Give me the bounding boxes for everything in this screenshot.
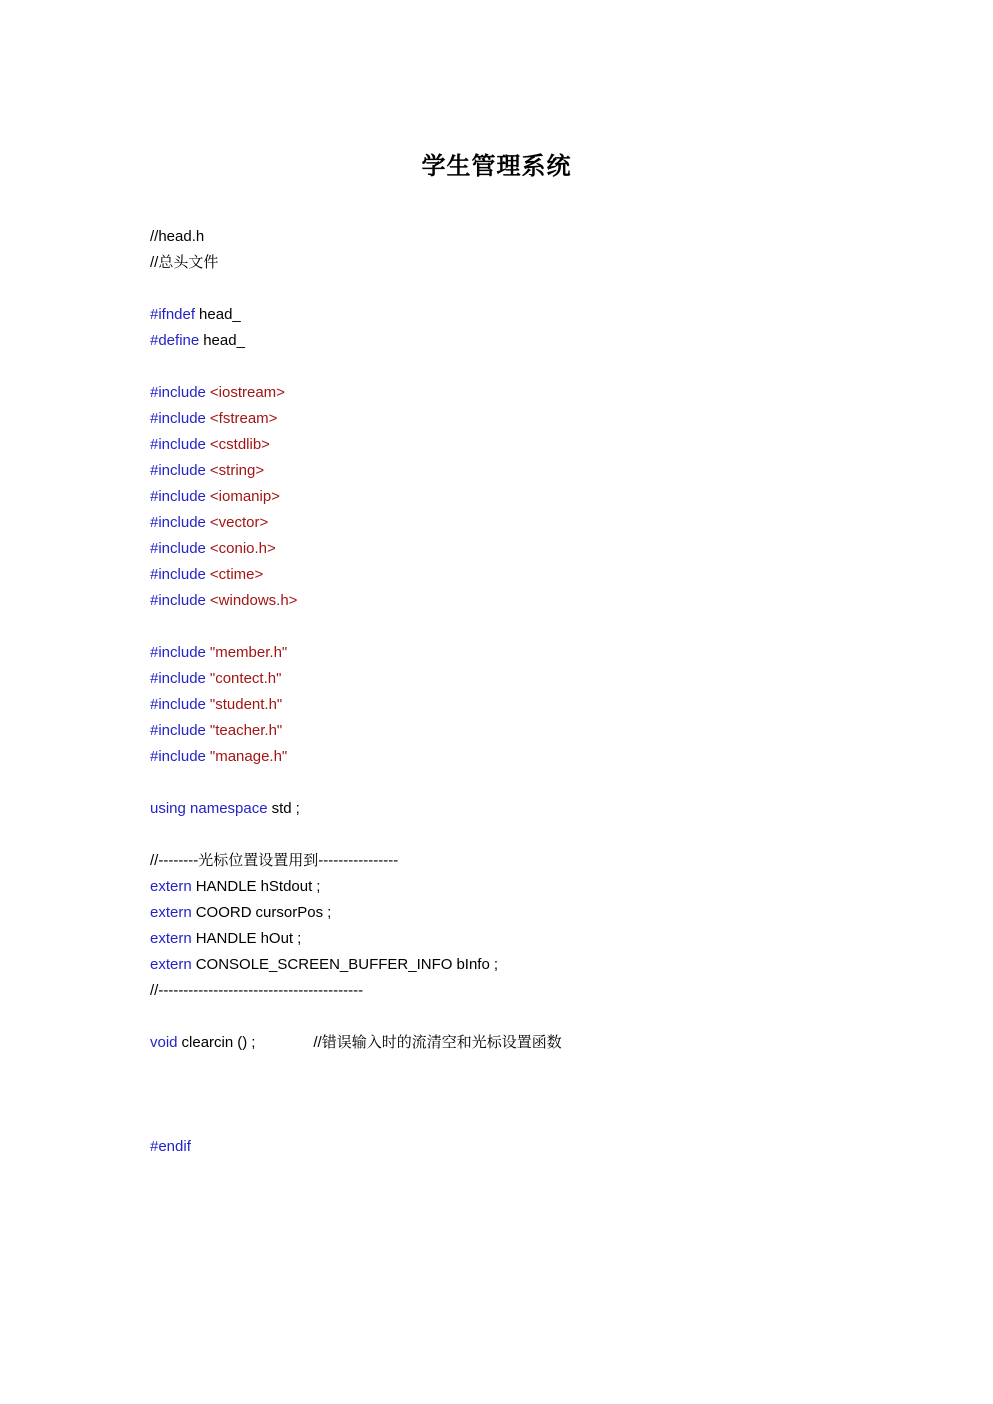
semicolon: ; [316,878,321,895]
include-line [150,536,850,562]
extern-line [150,900,850,926]
type-name: HANDLE [195,930,257,947]
section-comment: //--------光标位置设置用到---------------- [150,852,399,869]
directive-keyword: #ifndef [150,306,196,323]
extern-keyword: extern [150,956,192,973]
include-line [150,588,850,614]
type-name: COORD [195,904,252,921]
function-name: clearcin [181,1034,234,1051]
include-target: "student.h" [209,696,283,713]
include-keyword: #include [150,670,206,687]
include-keyword: #include [150,384,206,401]
include-line [150,692,850,718]
function-comment: //错误输入时的流清空和光标设置函数 [313,1034,562,1051]
variable-name: hOut [260,930,294,947]
include-keyword: #include [150,488,206,505]
include-line [150,406,850,432]
include-target: <fstream> [209,410,278,427]
include-line [150,640,850,666]
include-target: <conio.h> [209,540,276,557]
include-target: <iomanip> [209,488,280,505]
semicolon: ; [297,930,302,947]
extern-keyword: extern [150,930,192,947]
semicolon: ; [327,904,332,921]
include-keyword: #include [150,514,206,531]
include-target: "teacher.h" [209,722,283,739]
document-title: 学生管理系统 [421,152,572,180]
extern-line [150,926,850,952]
include-keyword: #include [150,748,206,765]
include-target: <ctime> [209,566,264,583]
extern-line [150,874,850,900]
code-listing [150,224,850,1160]
comment-line: //总头文件 [150,254,219,271]
include-keyword: #include [150,566,206,583]
variable-name: bInfo [456,956,490,973]
extern-keyword: extern [150,878,192,895]
directive-keyword: #endif [150,1138,191,1155]
type-name: HANDLE [195,878,257,895]
include-target: <vector> [209,514,269,531]
include-line [150,666,850,692]
guard-name: head_ [199,306,241,323]
include-target: <iostream> [209,384,285,401]
include-line [150,432,850,458]
variable-name: hStdout [260,878,313,895]
include-keyword: #include [150,696,206,713]
using-keyword: using namespace [150,800,268,817]
include-line [150,484,850,510]
include-target: <cstdlib> [209,436,270,453]
parens: () [237,1034,248,1051]
variable-name: cursorPos [255,904,324,921]
include-keyword: #include [150,436,206,453]
include-keyword: #include [150,410,206,427]
include-target: <string> [209,462,265,479]
include-keyword: #include [150,462,206,479]
extern-line [150,952,850,978]
include-target: "manage.h" [209,748,288,765]
endif-line [150,1134,850,1160]
include-line [150,744,850,770]
return-type: void [150,1034,178,1051]
include-keyword: #include [150,592,206,609]
using-line [150,796,850,822]
include-target: "contect.h" [209,670,282,687]
guard-name: head_ [203,332,245,349]
include-keyword: #include [150,644,206,661]
include-target: "member.h" [209,644,288,661]
include-keyword: #include [150,540,206,557]
ifndef-line [150,302,850,328]
include-target: <windows.h> [209,592,298,609]
namespace-name: std [271,800,292,817]
include-line [150,510,850,536]
include-line [150,562,850,588]
semicolon: ; [493,956,498,973]
semicolon: ; [251,1034,256,1051]
extern-keyword: extern [150,904,192,921]
section-comment: //----------------------------------------- [150,982,364,999]
include-line [150,380,850,406]
include-line [150,458,850,484]
directive-keyword: #define [150,332,200,349]
semicolon: ; [295,800,300,817]
comment-line: //head.h [150,228,205,245]
type-name: CONSOLE_SCREEN_BUFFER_INFO [195,956,453,973]
include-line [150,718,850,744]
include-keyword: #include [150,722,206,739]
function-declaration [150,1030,850,1056]
define-line [150,328,850,354]
